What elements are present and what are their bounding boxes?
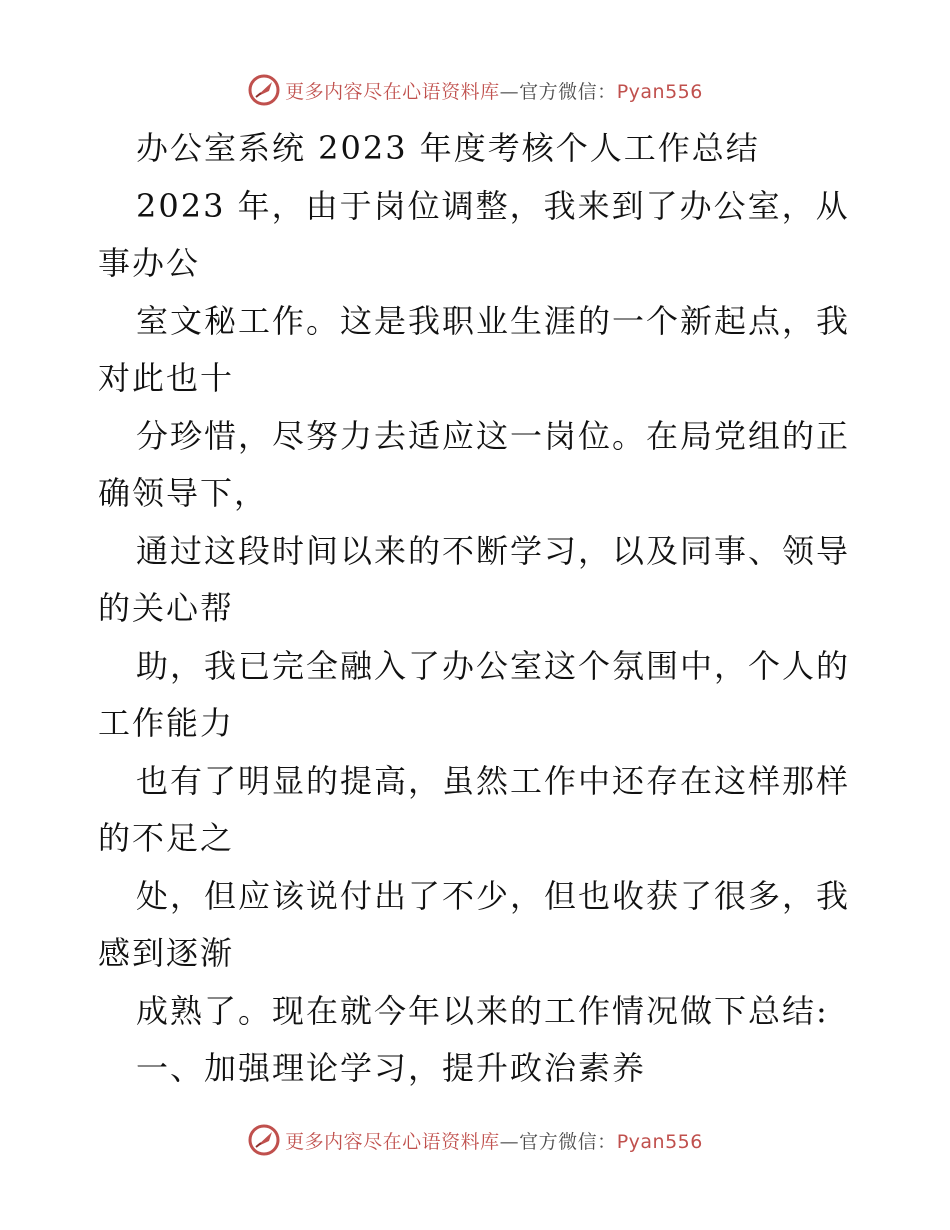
document-body bbox=[98, 120, 858, 1098]
text-line: 事办公 bbox=[98, 244, 201, 282]
watermark-wechat-id: Pyan556 bbox=[616, 1130, 703, 1153]
watermark-separator: — bbox=[499, 1130, 520, 1153]
text-line: 对此也十 bbox=[98, 359, 235, 397]
text-line: 也有了明显的提高，虽然工作中还存在这样那样 bbox=[136, 761, 851, 800]
text-line: 助，我已完全融入了办公室这个氛围中，个人的 bbox=[136, 646, 851, 685]
footer-watermark-banner bbox=[0, 1120, 950, 1160]
header-watermark-banner bbox=[0, 70, 950, 110]
text-line: 工作能力 bbox=[98, 704, 235, 742]
text-line: 的关心帮 bbox=[98, 589, 235, 627]
watermark-wechat-label: 官方微信： bbox=[519, 1130, 617, 1153]
quill-logo-icon bbox=[247, 1123, 281, 1157]
watermark-text bbox=[285, 1127, 703, 1154]
text-line: 处，但应该说付出了不少，但也收获了很多，我 bbox=[136, 876, 851, 915]
watermark-site: 更多内容尽在心语资料库 bbox=[285, 1130, 500, 1153]
watermark-site: 更多内容尽在心语资料库 bbox=[285, 80, 500, 103]
text-line: 成熟了。现在就今年以来的工作情况做下总结: bbox=[136, 991, 829, 1030]
text-line: 确领导下， bbox=[98, 474, 269, 512]
text-line: 分珍惜，尽努力去适应这一岗位。在局党组的正 bbox=[136, 416, 851, 455]
text-line: 感到逐渐 bbox=[98, 934, 235, 972]
text-line: 2023 年，由于岗位调整，我来到了办公室，从 bbox=[136, 186, 850, 225]
watermark-wechat-id: Pyan556 bbox=[616, 80, 703, 103]
text-line: 的不足之 bbox=[98, 819, 235, 857]
section-heading: 一、加强理论学习，提升政治素养 bbox=[136, 1049, 647, 1087]
text-line: 通过这段时间以来的不断学习，以及同事、领导 bbox=[136, 531, 851, 570]
quill-logo-icon bbox=[247, 73, 281, 107]
document-title: 办公室系统 2023 年度考核个人工作总结 bbox=[136, 129, 760, 167]
watermark-text bbox=[285, 77, 703, 104]
watermark-separator: — bbox=[499, 80, 520, 103]
watermark-wechat-label: 官方微信： bbox=[519, 80, 617, 103]
text-line: 室文秘工作。这是我职业生涯的一个新起点，我 bbox=[136, 301, 851, 340]
